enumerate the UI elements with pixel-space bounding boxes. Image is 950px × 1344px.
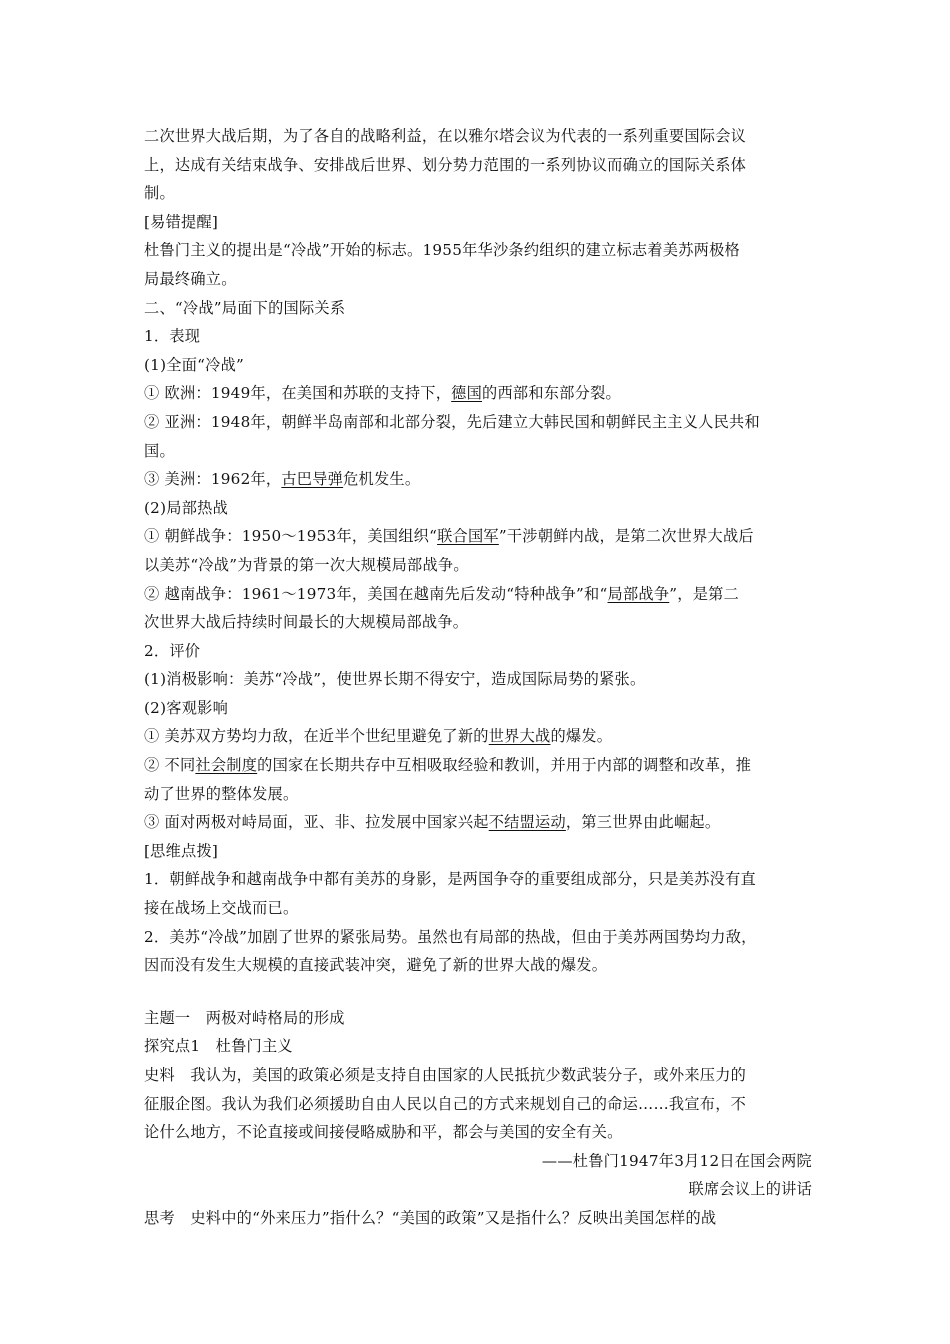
list-item: ② 越南战争：1961～1973年，美国在越南先后发动“特种战争”和“局部战争”，是第二: [144, 584, 740, 603]
list-item: (1)消极影响：美苏“冷战”，使世界长期不得安宁，造成国际局势的紧张。: [144, 670, 646, 689]
fill-in-answer: 不结盟运动: [488, 813, 566, 832]
paragraph-line: 局最终确立。: [144, 269, 237, 288]
list-item: ② 亚洲：1948年，朝鲜半岛南部和北部分裂，先后建立大韩民国和朝鲜民主主义人民共和: [144, 412, 760, 431]
paragraph-line: 2．美苏“冷战”加剧了世界的紧张局势。虽然也有局部的热战，但由于美苏两国势均力敌，: [144, 927, 757, 946]
list-item: ① 朝鲜战争：1950～1953年，美国组织“联合国军”干涉朝鲜内战，是第二次世界大战后: [144, 527, 754, 546]
citation: 联席会议上的讲话: [688, 1180, 812, 1199]
paragraph-line: 杜鲁门主义的提出是“冷战”开始的标志。1955年华沙条约组织的建立标志着美苏两极格: [144, 241, 740, 260]
source-material: 史料 我认为，美国的政策必须是支持自由国家的人民抵抗少数武装分子，或外来压力的: [144, 1066, 747, 1084]
fill-in-answer: 联合国军: [437, 527, 499, 546]
list-item: ③ 美洲：1962年，古巴导弹危机发生。: [144, 470, 421, 489]
list-item-cont: 次世界大战后持续时间最长的大规模局部战争。: [144, 613, 469, 632]
paragraph-line: 接在战场上交战而已。: [144, 899, 299, 918]
section-heading: 二、“冷战”局面下的国际关系: [144, 298, 346, 317]
list-item-cont: 国。: [144, 441, 175, 460]
paragraph-line: 制。: [144, 184, 175, 203]
fill-in-answer: 德国: [451, 384, 483, 403]
list-item-cont: 以美苏“冷战”为背景的第一次大规模局部战争。: [144, 555, 469, 574]
fill-in-answer: 局部战争: [607, 584, 670, 603]
paragraph-line: 因而没有发生大规模的直接武装冲突，避免了新的世界大战的爆发。: [144, 956, 608, 975]
list-item: ③ 面对两极对峙局面，亚、非、拉发展中国家兴起不结盟运动，第三世界由此崛起。: [144, 813, 721, 832]
subheading: 1．表现: [144, 327, 201, 346]
spacer: [144, 980, 812, 1004]
source-material: 征服企图。我认为我们必须援助自由人民以自己的方式来规划自己的命运……我宣布，不: [144, 1094, 747, 1113]
paragraph-line: 上，达成有关结束战争、安排战后世界、划分势力范围的一系列协议而确立的国际关系体: [144, 155, 747, 174]
fill-in-answer: 古巴导弹: [281, 470, 344, 489]
list-item: ① 欧洲：1949年，在美国和苏联的支持下，德国的西部和东部分裂。: [144, 384, 621, 403]
thinking-tips-heading: [思维点拨]: [144, 841, 219, 860]
fill-in-answer: 世界大战: [488, 727, 551, 746]
document-page: [144, 122, 812, 1233]
source-material: 论什么地方，不论直接或间接侵略威胁和平，都会与美国的安全有关。: [144, 1123, 623, 1142]
citation: ——杜鲁门1947年3月12日在国会两院: [541, 1151, 812, 1170]
topic-title: 主题一 两极对峙格局的形成: [144, 1008, 345, 1027]
subheading: (2)客观影响: [144, 698, 229, 717]
fill-in-answer: 社会制度: [195, 756, 258, 775]
inquiry-point: 探究点1 杜鲁门主义: [144, 1037, 293, 1056]
list-item-cont: 动了世界的整体发展。: [144, 784, 299, 803]
subheading: 2．评价: [144, 641, 201, 660]
mistake-reminder-heading: [易错提醒]: [144, 212, 219, 231]
subheading: (1)全面“冷战”: [144, 355, 245, 374]
list-item: ② 不同社会制度的国家在长期共存中互相吸取经验和教训，并用于内部的调整和改革，推: [144, 756, 752, 775]
list-item: ① 美苏双方势均力敌，在近半个世纪里避免了新的世界大战的爆发。: [144, 727, 613, 746]
paragraph-line: 二次世界大战后期，为了各自的战略利益，在以雅尔塔会议为代表的一系列重要国际会议: [144, 127, 747, 145]
subheading: (2)局部热战: [144, 498, 229, 517]
question: 思考 史料中的“外来压力”指什么？“美国的政策”又是指什么？反映出美国怎样的战: [144, 1208, 717, 1227]
paragraph-line: 1．朝鲜战争和越南战争中都有美苏的身影，是两国争夺的重要组成部分，只是美苏没有直: [144, 870, 756, 889]
